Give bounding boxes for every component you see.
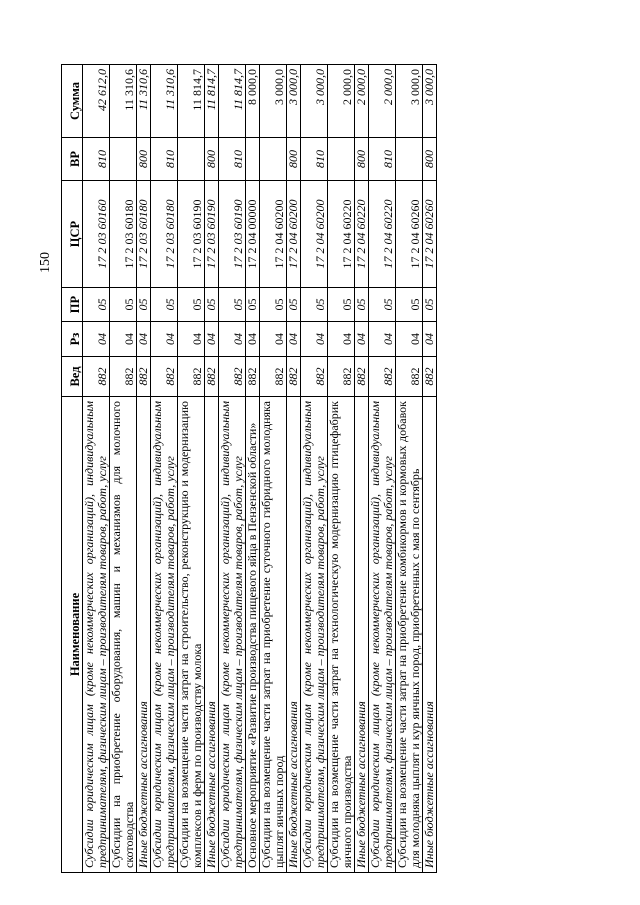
cell-ved: 882: [301, 357, 328, 397]
table-row: [178, 65, 205, 873]
table-row: [369, 65, 396, 873]
cell-name: Иные бюджетные ассигнования: [137, 397, 151, 873]
header-csr: ЦСР: [62, 181, 83, 288]
table-row: [151, 65, 178, 873]
page-number: 150: [38, 252, 53, 273]
cell-vr: [260, 138, 287, 181]
cell-ved: 882: [369, 357, 396, 397]
cell-ved: 882: [260, 357, 287, 397]
cell-name: Иные бюджетные ассигнования: [205, 397, 219, 873]
cell-pr: 05: [423, 288, 437, 322]
cell-vr: [178, 138, 205, 181]
cell-csr: 17 2 04 60200: [260, 181, 287, 288]
cell-ved: 882: [423, 357, 437, 397]
cell-rz: 04: [178, 322, 205, 357]
cell-name: Основное мероприятие «Развитие производства пищевого яйца в Пензенской области»: [246, 397, 260, 873]
cell-name: Субсидии юридическим лицам (кроме некоммерческих организаций), индивидуальным предпринимателям, физическим лицам – производителям товаров, работ, услуг: [219, 397, 246, 873]
cell-rz: 04: [301, 322, 328, 357]
cell-csr: 17 2 03 60180: [110, 181, 137, 288]
table-row: [287, 65, 301, 873]
table-row: [355, 65, 369, 873]
cell-sum: 11 310,6: [137, 65, 151, 138]
cell-name: Субсидии юридическим лицам (кроме некоммерческих организаций), индивидуальным предпринимателям, физическим лицам – производителям товаров, работ, услуг: [151, 397, 178, 873]
table-row: [260, 65, 287, 873]
table-row: [301, 65, 328, 873]
cell-ved: 882: [110, 357, 137, 397]
cell-name: Субсидии на возмещение части затрат на приобретение комбикормов и кормовых добавок для молодняка цыплят и кур яичных пород, приобретенных с мая по сентябрь: [396, 397, 423, 873]
cell-rz: 04: [83, 322, 110, 357]
cell-ved: 882: [328, 357, 355, 397]
table-row: [246, 65, 260, 873]
table-body: [83, 65, 437, 873]
table-row: [219, 65, 246, 873]
cell-vr: 800: [355, 138, 369, 181]
cell-vr: [328, 138, 355, 181]
cell-pr: 05: [83, 288, 110, 322]
cell-pr: 05: [219, 288, 246, 322]
header-name: Наименование: [62, 397, 83, 873]
rotated-budget-table: [61, 65, 591, 873]
cell-sum: 2 000,0: [355, 65, 369, 138]
cell-pr: 05: [110, 288, 137, 322]
cell-name: Субсидии юридическим лицам (кроме некоммерческих организаций), индивидуальным предпринимателям, физическим лицам – производителям товаров, работ, услуг: [83, 397, 110, 873]
cell-csr: 17 2 04 60200: [301, 181, 328, 288]
header-sum: Сумма: [62, 65, 83, 138]
table-row: [110, 65, 137, 873]
header-vr: ВР: [62, 138, 83, 181]
cell-sum: 3 000,0: [301, 65, 328, 138]
cell-pr: 05: [328, 288, 355, 322]
cell-pr: 05: [287, 288, 301, 322]
table-row: [137, 65, 151, 873]
cell-csr: 17 2 04 60260: [423, 181, 437, 288]
cell-vr: [396, 138, 423, 181]
cell-rz: 04: [260, 322, 287, 357]
cell-rz: 04: [137, 322, 151, 357]
cell-name: Субсидии на возмещение части затрат на технологическую модернизацию птицефабрик яичного производства: [328, 397, 355, 873]
cell-ved: 882: [178, 357, 205, 397]
cell-vr: 800: [287, 138, 301, 181]
cell-rz: 04: [151, 322, 178, 357]
cell-ved: 882: [137, 357, 151, 397]
cell-csr: 17 2 03 60190: [178, 181, 205, 288]
cell-sum: 11 310,6: [110, 65, 137, 138]
header-ved: Вед: [62, 357, 83, 397]
cell-rz: 04: [355, 322, 369, 357]
cell-vr: 810: [219, 138, 246, 181]
cell-name: Иные бюджетные ассигнования: [423, 397, 437, 873]
table-row: [205, 65, 219, 873]
header-rz: Рз: [62, 322, 83, 357]
cell-sum: 2 000,0: [328, 65, 355, 138]
cell-rz: 04: [396, 322, 423, 357]
cell-ved: 882: [219, 357, 246, 397]
cell-ved: 882: [246, 357, 260, 397]
cell-ved: 882: [83, 357, 110, 397]
cell-vr: 800: [205, 138, 219, 181]
cell-pr: 05: [301, 288, 328, 322]
cell-pr: 05: [137, 288, 151, 322]
cell-vr: [110, 138, 137, 181]
table-row: [83, 65, 110, 873]
cell-pr: 05: [369, 288, 396, 322]
cell-vr: 810: [83, 138, 110, 181]
cell-csr: 17 2 03 60180: [137, 181, 151, 288]
cell-name: Иные бюджетные ассигнования: [355, 397, 369, 873]
cell-rz: 04: [205, 322, 219, 357]
cell-rz: 04: [369, 322, 396, 357]
cell-csr: 17 2 04 60200: [287, 181, 301, 288]
cell-ved: 882: [355, 357, 369, 397]
cell-vr: 810: [301, 138, 328, 181]
cell-vr: 800: [423, 138, 437, 181]
cell-csr: 17 2 03 60190: [205, 181, 219, 288]
cell-sum: 3 000,0: [260, 65, 287, 138]
budget-table: [61, 64, 437, 873]
cell-rz: 04: [110, 322, 137, 357]
cell-sum: 11 814,7: [205, 65, 219, 138]
cell-pr: 05: [151, 288, 178, 322]
cell-ved: 882: [151, 357, 178, 397]
table-row: [328, 65, 355, 873]
cell-rz: 04: [287, 322, 301, 357]
cell-name: Субсидии на приобретение оборудования, машин и механизмов для молочного скотоводства: [110, 397, 137, 873]
cell-name: Субсидии на возмещение части затрат на строительство, реконструкцию и модернизацию комплексов и ферм по производству молока: [178, 397, 205, 873]
cell-vr: [246, 138, 260, 181]
cell-ved: 882: [287, 357, 301, 397]
cell-name: Субсидии на возмещение части затрат на приобретение суточного гибридного молодняка цыплят яичных пород: [260, 397, 287, 873]
cell-sum: 3 000,0: [423, 65, 437, 138]
cell-sum: 11 310,6: [151, 65, 178, 138]
table-row: [396, 65, 423, 873]
cell-rz: 04: [423, 322, 437, 357]
cell-sum: 8 000,0: [246, 65, 260, 138]
cell-vr: 800: [137, 138, 151, 181]
cell-pr: 05: [246, 288, 260, 322]
cell-name: Иные бюджетные ассигнования: [287, 397, 301, 873]
cell-csr: 17 2 03 60160: [83, 181, 110, 288]
cell-name: Субсидии юридическим лицам (кроме некоммерческих организаций), индивидуальным предпринимателям, физическим лицам – производителям товаров, работ, услуг: [369, 397, 396, 873]
cell-sum: 42 612,0: [83, 65, 110, 138]
cell-csr: 17 2 03 60180: [151, 181, 178, 288]
cell-sum: 11 814,7: [219, 65, 246, 138]
cell-vr: 810: [151, 138, 178, 181]
cell-csr: 17 2 04 00000: [246, 181, 260, 288]
cell-name: Субсидии юридическим лицам (кроме некоммерческих организаций), индивидуальным предпринимателям, физическим лицам – производителям товаров, работ, услуг: [301, 397, 328, 873]
cell-sum: 11 814,7: [178, 65, 205, 138]
table-row: [423, 65, 437, 873]
cell-csr: 17 2 04 60260: [396, 181, 423, 288]
table-header-row: [62, 65, 83, 873]
cell-csr: 17 2 03 60190: [219, 181, 246, 288]
cell-csr: 17 2 04 60220: [355, 181, 369, 288]
cell-sum: 2 000,0: [369, 65, 396, 138]
cell-pr: 05: [205, 288, 219, 322]
cell-pr: 05: [355, 288, 369, 322]
cell-rz: 04: [219, 322, 246, 357]
cell-vr: 810: [369, 138, 396, 181]
cell-csr: 17 2 04 60220: [369, 181, 396, 288]
cell-ved: 882: [205, 357, 219, 397]
cell-rz: 04: [246, 322, 260, 357]
cell-csr: 17 2 04 60220: [328, 181, 355, 288]
header-pr: ПР: [62, 288, 83, 322]
cell-pr: 05: [178, 288, 205, 322]
cell-rz: 04: [328, 322, 355, 357]
cell-sum: 3 000,0: [396, 65, 423, 138]
cell-pr: 05: [260, 288, 287, 322]
cell-sum: 3 000,0: [287, 65, 301, 138]
cell-ved: 882: [396, 357, 423, 397]
cell-pr: 05: [396, 288, 423, 322]
